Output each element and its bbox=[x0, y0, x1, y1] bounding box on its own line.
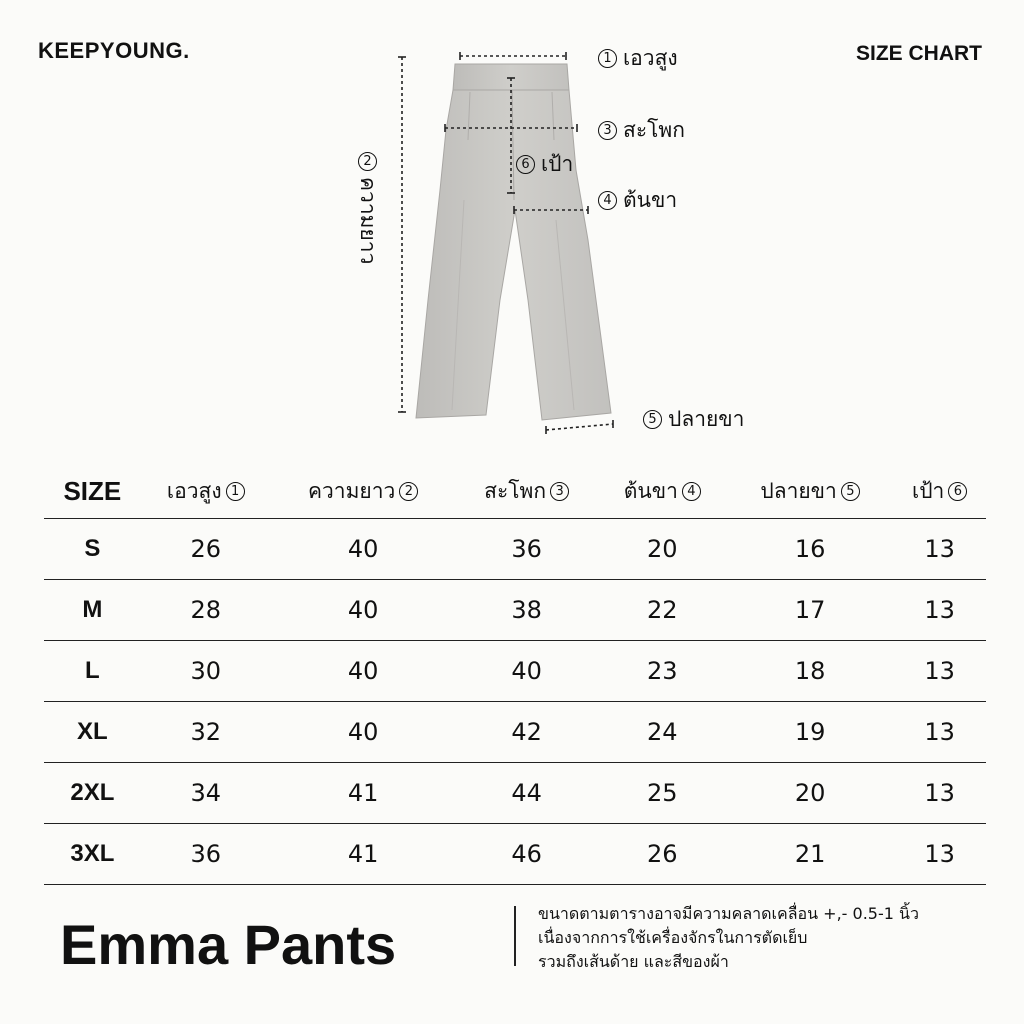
label-hem: 5 ปลายขา bbox=[643, 403, 744, 436]
table-cell: 44 bbox=[456, 763, 598, 824]
column-header-hem: ปลายขา 5 bbox=[727, 464, 893, 519]
table-cell: 25 bbox=[598, 763, 727, 824]
table-cell: 30 bbox=[141, 641, 271, 702]
size-cell: XL bbox=[44, 702, 141, 763]
size-disclaimer bbox=[538, 902, 919, 974]
note-line: รวมถึงเส้นด้าย และสีของผ้า bbox=[538, 952, 729, 971]
number-badge: 6 bbox=[948, 482, 967, 501]
table-cell: 40 bbox=[271, 519, 456, 580]
label-length: 2 ความยาว bbox=[356, 154, 380, 265]
table-cell: 20 bbox=[727, 763, 893, 824]
table-cell: 32 bbox=[141, 702, 271, 763]
column-header-hip: สะโพก 3 bbox=[456, 464, 598, 519]
size-table bbox=[44, 464, 986, 885]
column-header-length: ความยาว 2 bbox=[271, 464, 456, 519]
number-badge: 1 bbox=[226, 482, 245, 501]
label-hip: 3 สะโพก bbox=[598, 114, 685, 147]
table-cell: 24 bbox=[598, 702, 727, 763]
note-line: ขนาดตามตารางอาจมีความคลาดเคลื่อน +,- 0.5-1 นิ้ว bbox=[538, 904, 919, 923]
table-cell: 36 bbox=[456, 519, 598, 580]
brand-logo: KEEPYOUNG. bbox=[38, 38, 190, 63]
number-badge: 4 bbox=[598, 191, 617, 210]
table-cell: 28 bbox=[141, 580, 271, 641]
number-badge: 5 bbox=[841, 482, 860, 501]
table-cell: 38 bbox=[456, 580, 598, 641]
table-cell: 41 bbox=[271, 763, 456, 824]
column-header-size: SIZE bbox=[44, 464, 141, 519]
number-badge: 2 bbox=[399, 482, 418, 501]
table-row bbox=[44, 641, 986, 702]
table-cell: 26 bbox=[598, 824, 727, 885]
table-header-row bbox=[44, 464, 986, 519]
number-badge: 4 bbox=[682, 482, 701, 501]
size-cell: M bbox=[44, 580, 141, 641]
number-badge: 2 bbox=[358, 152, 377, 171]
table-cell: 40 bbox=[271, 702, 456, 763]
note-divider bbox=[514, 906, 516, 966]
size-cell: S bbox=[44, 519, 141, 580]
table-cell: 40 bbox=[456, 641, 598, 702]
column-header-waist: เอวสูง 1 bbox=[141, 464, 271, 519]
table-cell: 13 bbox=[893, 702, 986, 763]
table-row bbox=[44, 702, 986, 763]
table-cell: 13 bbox=[893, 763, 986, 824]
table-row bbox=[44, 824, 986, 885]
table-cell: 42 bbox=[456, 702, 598, 763]
table-row bbox=[44, 580, 986, 641]
table-cell: 40 bbox=[271, 580, 456, 641]
table-cell: 20 bbox=[598, 519, 727, 580]
table-row bbox=[44, 763, 986, 824]
table-cell: 17 bbox=[727, 580, 893, 641]
label-rise: 6 เป้า bbox=[516, 148, 573, 181]
table-cell: 36 bbox=[141, 824, 271, 885]
table-cell: 34 bbox=[141, 763, 271, 824]
product-name: Emma Pants bbox=[60, 913, 397, 976]
table-cell: 21 bbox=[727, 824, 893, 885]
table-cell: 22 bbox=[598, 580, 727, 641]
pants-body bbox=[416, 90, 611, 420]
table-cell: 26 bbox=[141, 519, 271, 580]
table-cell: 16 bbox=[727, 519, 893, 580]
label-waist: 1 เอวสูง bbox=[598, 42, 678, 75]
table-cell: 19 bbox=[727, 702, 893, 763]
number-badge: 3 bbox=[550, 482, 569, 501]
table-cell: 13 bbox=[893, 519, 986, 580]
size-cell: L bbox=[44, 641, 141, 702]
page-title: SIZE CHART bbox=[856, 42, 982, 65]
note-line: เนื่องจากการใช้เครื่องจักรในการตัดเย็บ bbox=[538, 928, 808, 947]
size-cell: 3XL bbox=[44, 824, 141, 885]
number-badge: 5 bbox=[643, 410, 662, 429]
label-thigh: 4 ต้นขา bbox=[598, 184, 677, 217]
table-cell: 18 bbox=[727, 641, 893, 702]
table-row bbox=[44, 519, 986, 580]
table-cell: 41 bbox=[271, 824, 456, 885]
size-cell: 2XL bbox=[44, 763, 141, 824]
table-cell: 46 bbox=[456, 824, 598, 885]
table-cell: 40 bbox=[271, 641, 456, 702]
table-cell: 23 bbox=[598, 641, 727, 702]
column-header-thigh: ต้นขา 4 bbox=[598, 464, 727, 519]
table-cell: 13 bbox=[893, 580, 986, 641]
table-cell: 13 bbox=[893, 824, 986, 885]
number-badge: 6 bbox=[516, 155, 535, 174]
number-badge: 1 bbox=[598, 49, 617, 68]
column-header-rise: เป้า 6 bbox=[893, 464, 986, 519]
number-badge: 3 bbox=[598, 121, 617, 140]
table-cell: 13 bbox=[893, 641, 986, 702]
pants-diagram bbox=[0, 0, 1024, 450]
